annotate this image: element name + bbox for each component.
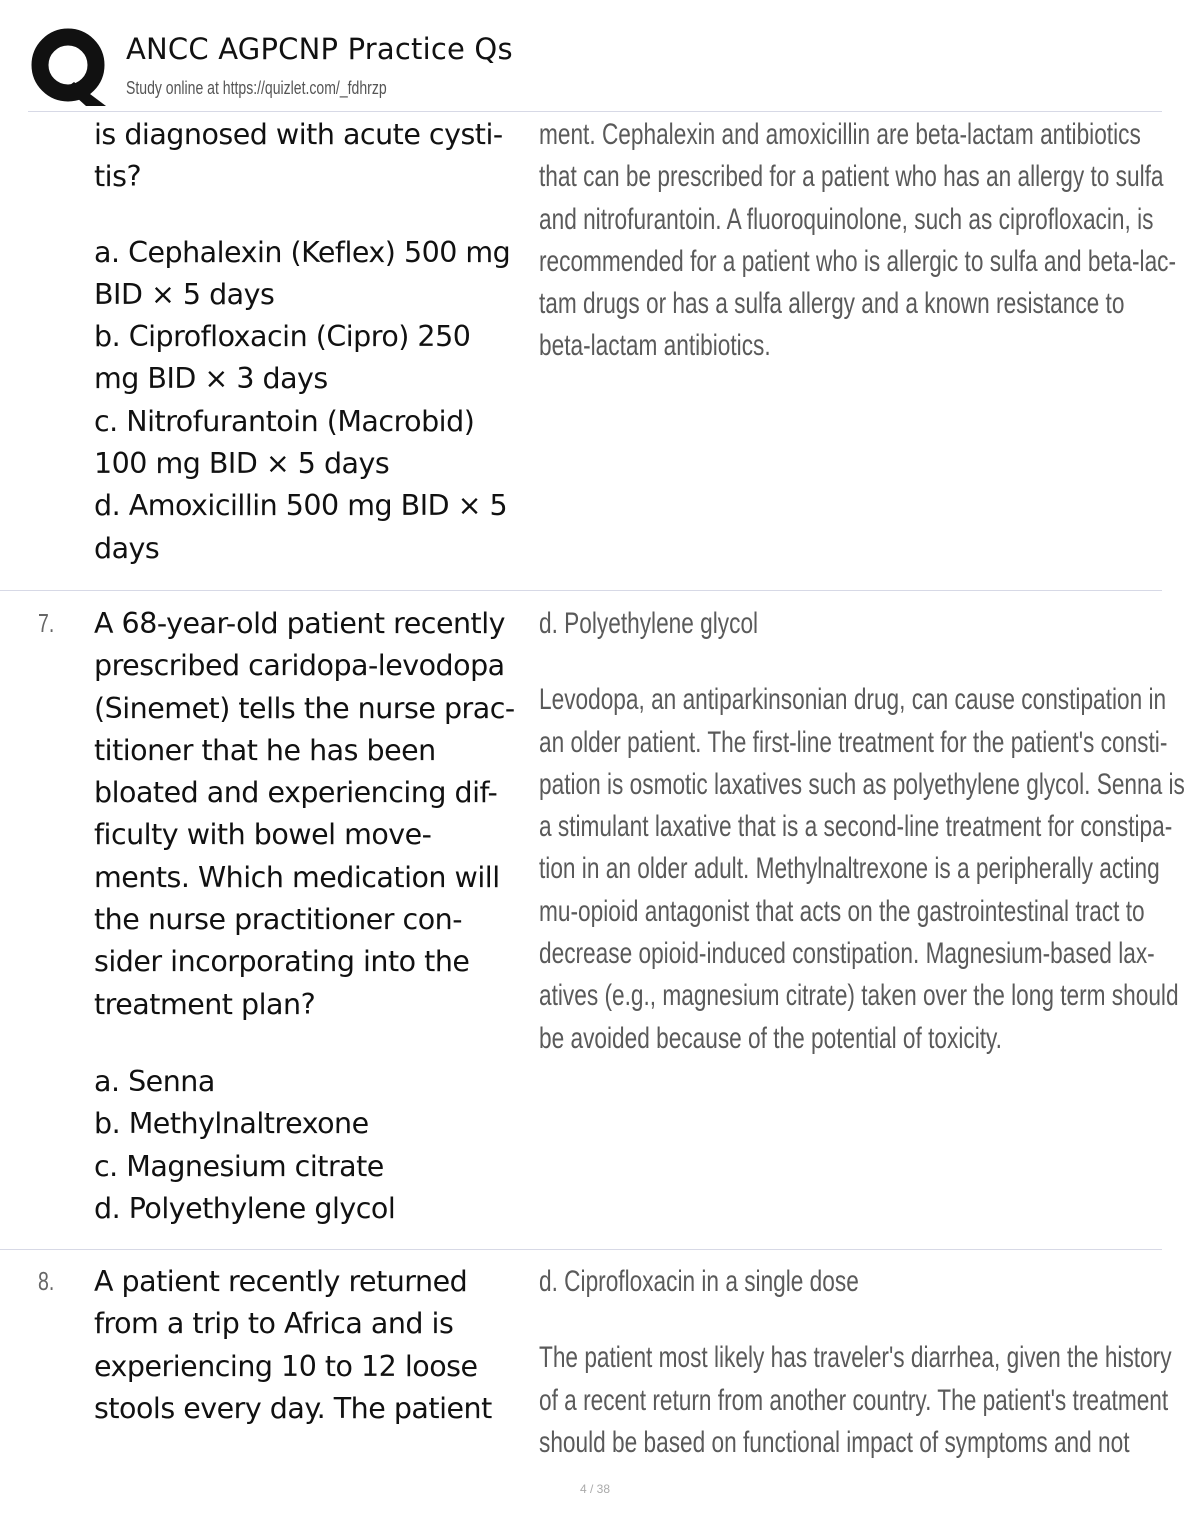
question-line: ments. Which medication will <box>94 860 500 894</box>
card-divider <box>0 1249 1162 1250</box>
explanation-line: pation is osmotic laxatives such as polyethylene glycol. Senna is <box>539 767 1185 801</box>
quizlet-logo-icon <box>28 28 108 108</box>
question-line: stools every day. The patient <box>94 1391 492 1425</box>
question-line: bloated and experiencing dif- <box>94 776 498 810</box>
explanation-line: tion in an older adult. Methylnaltrexone is a peripherally acting <box>539 852 1160 886</box>
option-line: BID × 5 days <box>94 277 275 311</box>
option-line: a. Senna <box>94 1064 215 1098</box>
card-divider <box>0 590 1162 591</box>
question-line: experiencing 10 to 12 loose <box>94 1349 478 1383</box>
answer-text <box>539 1261 1172 1464</box>
option-line: d. Amoxicillin 500 mg BID × 5 <box>94 489 508 523</box>
question-line: treatment plan? <box>94 987 316 1021</box>
option-line: c. Magnesium citrate <box>94 1149 384 1183</box>
explanation-line: tam drugs or has a sulfa allergy and a known resistance to <box>539 287 1125 321</box>
question-text <box>94 1261 530 1430</box>
answer-text <box>539 114 1177 368</box>
page-number: 4 / 38 <box>579 1482 611 1496</box>
option-line: b. Ciprofloxacin (Cipro) 250 <box>94 320 471 354</box>
question-line: A 68-year-old patient recently <box>94 607 506 640</box>
page-title: ANCC AGPCNP Practice Qs <box>126 32 513 66</box>
explanation-line: an older patient. The first-line treatment for the patient's consti- <box>539 725 1168 759</box>
explanation-line: The patient most likely has traveler's diarrhea, given the history <box>539 1341 1172 1375</box>
explanation-line: ment. Cephalexin and amoxicillin are beta-lactam antibiotics <box>539 118 1141 151</box>
explanation-line: a stimulant laxative that is a second-line treatment for constipa- <box>539 810 1173 844</box>
question-line: from a trip to Africa and is <box>94 1307 454 1341</box>
explanation-line: recommended for a patient who is allergic to sulfa and beta-lac- <box>539 244 1177 278</box>
page-header <box>0 0 1190 112</box>
explanation-line: and nitrofurantoin. A fluoroquinolone, such as ciprofloxacin, is <box>539 202 1154 236</box>
explanation-line: should be based on functional impact of symptoms and not <box>539 1425 1130 1459</box>
header-divider <box>28 111 1162 112</box>
question-line: is diagnosed with acute cysti- <box>94 118 503 151</box>
option-line: d. Polyethylene glycol <box>94 1191 396 1225</box>
correct-answer: d. Polyethylene glycol <box>539 607 759 640</box>
question-text <box>94 603 530 1230</box>
card-number: 7. <box>38 608 55 638</box>
question-line: (Sinemet) tells the nurse prac- <box>94 691 515 725</box>
question-line: tis? <box>94 160 142 194</box>
option-line: b. Methylnaltrexone <box>94 1107 369 1141</box>
question-text <box>94 114 530 570</box>
explanation-line: Levodopa, an antiparkinsonian drug, can cause constipation in <box>539 683 1167 717</box>
option-line: 100 mg BID × 5 days <box>94 447 390 481</box>
question-line: sider incorporating into the <box>94 945 470 979</box>
card-number: 8. <box>38 1266 55 1296</box>
explanation-line: be avoided because of the potential of toxicity. <box>539 1021 1002 1055</box>
question-line: the nurse practitioner con- <box>94 903 463 937</box>
explanation-line: beta-lactam antibiotics. <box>539 329 771 363</box>
explanation-line: decrease opioid-induced constipation. Magnesium-based lax- <box>539 937 1155 971</box>
correct-answer: d. Ciprofloxacin in a single dose <box>539 1265 859 1298</box>
question-line: A patient recently returned <box>94 1265 468 1298</box>
explanation-line: mu-opioid antagonist that acts on the gastrointestinal tract to <box>539 894 1145 928</box>
option-line: mg BID × 3 days <box>94 362 328 396</box>
explanation-line: of a recent return from another country. The patient's treatment <box>539 1383 1169 1417</box>
study-link-text: Study online at https://quizlet.com/_fdhrzp <box>126 78 387 98</box>
question-line: titioner that he has been <box>94 733 436 767</box>
answer-text <box>539 603 1185 1060</box>
option-line: a. Cephalexin (Keflex) 500 mg <box>94 235 511 269</box>
option-line: c. Nitrofurantoin (Macrobid) <box>94 404 475 438</box>
explanation-line: atives (e.g., magnesium citrate) taken over the long term should <box>539 979 1179 1013</box>
question-line: ficulty with bowel move- <box>94 818 432 852</box>
question-line: prescribed caridopa-levodopa <box>94 649 505 683</box>
option-line: days <box>94 531 160 565</box>
explanation-line: that can be prescribed for a patient who has an allergy to sulfa <box>539 160 1164 194</box>
